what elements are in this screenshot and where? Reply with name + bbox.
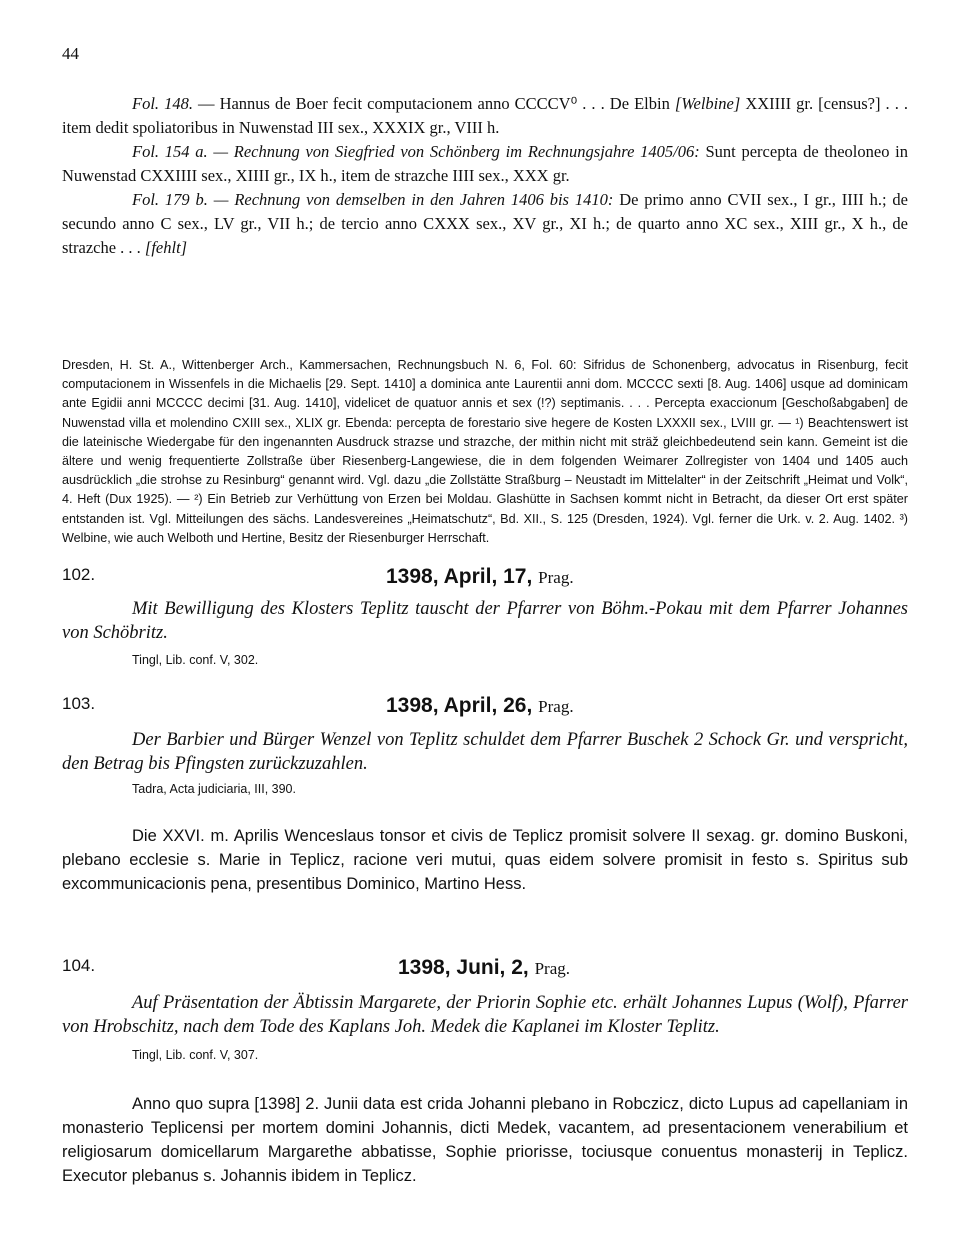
paragraph-fol-179 — [62, 188, 908, 260]
entry-date — [386, 565, 574, 589]
folio-ref: Fol. 148. — [132, 94, 193, 113]
text-run: De primo anno CVII sex., I gr., IIII h.; de secundo anno C sex., LV gr., VII h.; de tercio anno CXXX sex., XV gr., XI h.; de quarto anno XC sex., XIII gr., X h., de strazche . . . — [62, 190, 908, 257]
text-run: — Hannus de Boer fecit computacionem anno CCCCV⁰ . . . De Elbin — [192, 94, 675, 113]
notes-text: Dresden, H. St. A., Wittenberger Arch., Kammersachen, Rechnungsbuch N. 6, Fol. 60: Sifridus de Schonenberg, advocatus in Risenburg, fecit computacionem in Wissenfels in die Michaelis [29. Sept. 1410] a dominica ante Laurentii anni dom. MCCCC sexti [8. Aug. 1406] usque ad dominicam ante Egidii anni MCCCC decimi [31. Aug. 1410], videlicet de quatuor annis et sex (!?) septimanis. . . . Percepta exaccionum [Geschoßabgaben] de Nuwenstad villa et molendino CXIII sex., XLIX gr. Ebenda: percepta de forestario sive hegere de Kosten LXXXII sex., LVIII gr. — ¹) Beachtenswert ist die lateinische Wiedergabe für den ingenannten Ausdruck strazse und strazche, der mithin nicht mit sträž gleichbedeutend sein kann. Gemeint ist die ältere und wenig frequentierte Zollstraße über Riesenberg-Langewiese, die in dem folgenden Weimarer Zollregister von 1404 und 1405 auch ausdrücklich „die strohse zu Resinburg“ genannt wird. Vgl. dazu „die Zollstätte Straßburg – Neustadt im Mittelalter“ in der Zeitschrift „Heimat und Volk“, 4. Heft (Dux 1925). — ²) Ein Betrieb zur Verhüttung von Erzen bei Moldau. Glashütte in Sachsen kommt nicht in Betracht, da dieser Ort erst später entstanden ist. Vgl. Mitteilungen des sächs. Landesvereines „Heimatschutz“, Bd. XII., S. 125 (Dresden, 1924). Vgl. ferner die Urk. v. 2. Aug. 1402. ³) Welbine, wie auch Welboth und Hertine, Besitz der Riesenburger Herrschaft. — [62, 358, 908, 545]
regest-text: Auf Präsentation der Äbtissin Margarete, der Priorin Sophie etc. erhält Johannes Lupus (Wolf), Pfarrer von Hrobschitz, nach dem Tode des Kaplans Joh. Medek die Kaplanei im Kloster Teplitz. — [62, 993, 908, 1037]
entry-text — [62, 1092, 908, 1188]
editorial-note: [fehlt] — [144, 238, 188, 257]
entry-source: Tingl, Lib. conf. V, 302. — [132, 653, 259, 667]
entry-regest — [62, 991, 908, 1039]
text-run: XXIIII gr. [census?] . . . item dedit spoliatoribus in Nuwenstad III sex., XXXIX gr., VIII h. — [62, 94, 908, 137]
heading-italic: — Rechnung von demselben in den Jahren 1406 bis 1410: — [207, 190, 614, 209]
entry-text — [62, 824, 908, 896]
regest-text: Der Barbier und Bürger Wenzel von Teplitz schuldet dem Pfarrer Buschek 2 Schock Gr. und verspricht, den Betrag bis Pfingsten zurückzuzahlen. — [62, 730, 908, 774]
paragraph-fol-148 — [62, 92, 908, 140]
entry-source: Tadra, Acta judiciaria, III, 390. — [132, 782, 296, 796]
text-run: Sunt percepta de theoloneo in Nuwenstad CXXIIII sex., XIIII gr., IX h., item de strazche IIII sex., XXX gr. — [62, 142, 909, 185]
footnote-continuation — [62, 92, 908, 260]
entry-number: 102. — [62, 565, 96, 584]
entry-regest — [62, 597, 908, 645]
date-text: 1398, April, 26, — [386, 694, 533, 717]
paragraph-fol-154 — [62, 140, 908, 188]
page-number: 44 — [62, 44, 79, 63]
entry-regest — [62, 728, 908, 776]
entry-number: 104. — [62, 956, 96, 975]
entry-source: Tingl, Lib. conf. V, 307. — [132, 1048, 259, 1062]
folio-ref: Fol. 154 a. — [132, 142, 208, 161]
notes-block — [62, 356, 908, 548]
entry-place: Prag. — [538, 568, 574, 587]
entry-text-body: Anno quo supra [1398] 2. Junii data est crida Johanni plebano in Robczicz, dicto Lupus ad capellaniam in monasterio Teplicensi per mortem domini Johannis, dicti Medek, vacantem, ad presentacionem venerabilium et religiosarum domicellarum Margarethe abbatisse, Sophie priorisse, tociusque conuentus monasterij in Teplicz. Executor plebanus s. Johannis ibidem in Teplicz. — [62, 1095, 908, 1185]
date-text: 1398, April, 17, — [386, 565, 533, 588]
entry-date — [386, 694, 574, 718]
date-text: 1398, Juni, 2, — [398, 956, 529, 979]
heading-italic: — Rechnung von Siegfried von Schönberg im Rechnungsjahre 1405/06: — [207, 142, 700, 161]
entry-text-body: Die XXVI. m. Aprilis Wenceslaus tonsor et civis de Teplicz promisit solvere II sexag. gr. domino Buskoni, plebano ecclesie s. Marie in Teplicz, racione veri mutui, quas eidem solvere promisit in festo s. Spiritus sub excommunicacionis pena, presentibus Dominico, Martino Hess. — [62, 827, 908, 893]
folio-ref: Fol. 179 b. — [132, 190, 208, 209]
regest-text: Mit Bewilligung des Klosters Teplitz tauscht der Pfarrer von Böhm.-Pokau mit dem Pfarrer Johannes von Schöbritz. — [62, 599, 908, 643]
entry-place: Prag. — [538, 697, 574, 716]
entry-place: Prag. — [534, 959, 571, 978]
entry-date — [398, 956, 570, 980]
editorial-note: [Welbine] — [674, 94, 741, 113]
entry-number: 103. — [62, 694, 96, 713]
